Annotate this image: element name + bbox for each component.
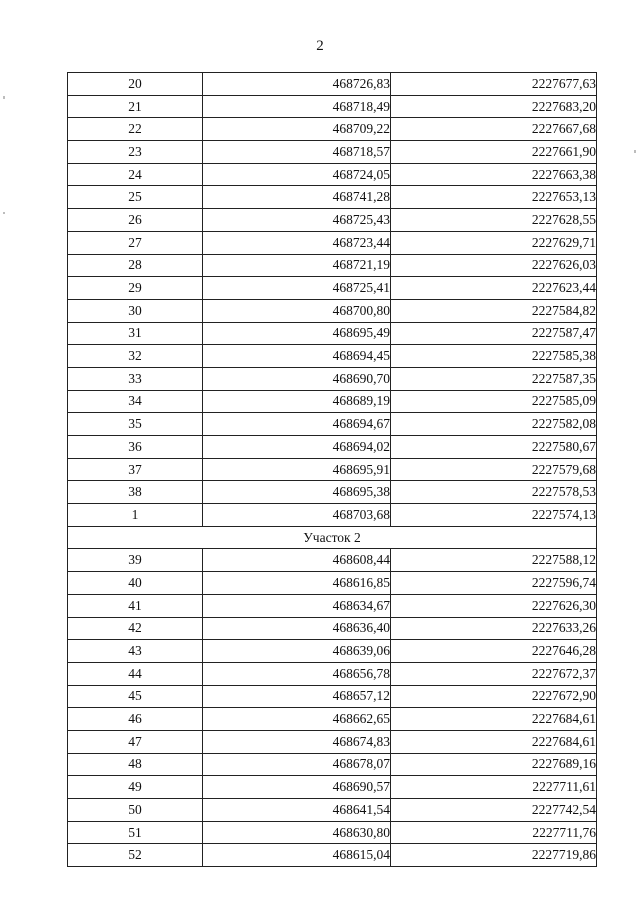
section-header-row — [68, 526, 597, 549]
table-row — [68, 844, 597, 867]
point-number-cell: 31 — [68, 322, 203, 345]
table-row — [68, 821, 597, 844]
point-number-cell: 46 — [68, 708, 203, 731]
point-number-cell: 30 — [68, 299, 203, 322]
x-coordinate-cell: 468636,40 — [203, 617, 391, 640]
x-coordinate-cell: 468662,65 — [203, 708, 391, 731]
point-number-cell: 29 — [68, 277, 203, 300]
x-coordinate-cell: 468718,49 — [203, 95, 391, 118]
table-row — [68, 413, 597, 436]
point-number-cell: 28 — [68, 254, 203, 277]
y-coordinate-cell: 2227587,47 — [391, 322, 597, 345]
x-coordinate-cell: 468695,49 — [203, 322, 391, 345]
table-row — [68, 73, 597, 96]
y-coordinate-cell: 2227661,90 — [391, 141, 597, 164]
table-row — [68, 390, 597, 413]
y-coordinate-cell: 2227626,03 — [391, 254, 597, 277]
point-number-cell: 42 — [68, 617, 203, 640]
table-row — [68, 730, 597, 753]
y-coordinate-cell: 2227672,90 — [391, 685, 597, 708]
point-number-cell: 47 — [68, 730, 203, 753]
table-row — [68, 617, 597, 640]
x-coordinate-cell: 468641,54 — [203, 799, 391, 822]
table-row — [68, 277, 597, 300]
y-coordinate-cell: 2227582,08 — [391, 413, 597, 436]
point-number-cell: 52 — [68, 844, 203, 867]
x-coordinate-cell: 468695,91 — [203, 458, 391, 481]
x-coordinate-cell: 468657,12 — [203, 685, 391, 708]
point-number-cell: 26 — [68, 209, 203, 232]
table-row — [68, 662, 597, 685]
x-coordinate-cell: 468690,57 — [203, 776, 391, 799]
y-coordinate-cell: 2227653,13 — [391, 186, 597, 209]
point-number-cell: 33 — [68, 367, 203, 390]
y-coordinate-cell: 2227677,63 — [391, 73, 597, 96]
point-number-cell: 1 — [68, 504, 203, 527]
y-coordinate-cell: 2227719,86 — [391, 844, 597, 867]
y-coordinate-cell: 2227672,37 — [391, 662, 597, 685]
y-coordinate-cell: 2227628,55 — [391, 209, 597, 232]
table-row — [68, 640, 597, 663]
scan-edge-mark — [634, 150, 636, 153]
x-coordinate-cell: 468689,19 — [203, 390, 391, 413]
y-coordinate-cell: 2227626,30 — [391, 594, 597, 617]
table-row — [68, 186, 597, 209]
table-row — [68, 753, 597, 776]
x-coordinate-cell: 468694,02 — [203, 436, 391, 459]
y-coordinate-cell: 2227711,76 — [391, 821, 597, 844]
y-coordinate-cell: 2227742,54 — [391, 799, 597, 822]
table-row — [68, 345, 597, 368]
y-coordinate-cell: 2227578,53 — [391, 481, 597, 504]
point-number-cell: 24 — [68, 163, 203, 186]
point-number-cell: 36 — [68, 436, 203, 459]
x-coordinate-cell: 468630,80 — [203, 821, 391, 844]
x-coordinate-cell: 468674,83 — [203, 730, 391, 753]
table-row — [68, 458, 597, 481]
point-number-cell: 43 — [68, 640, 203, 663]
y-coordinate-cell: 2227629,71 — [391, 231, 597, 254]
coordinates-table-body — [68, 73, 597, 867]
y-coordinate-cell: 2227623,44 — [391, 277, 597, 300]
table-row — [68, 322, 597, 345]
table-row — [68, 436, 597, 459]
table-row — [68, 367, 597, 390]
table-row — [68, 685, 597, 708]
y-coordinate-cell: 2227584,82 — [391, 299, 597, 322]
x-coordinate-cell: 468608,44 — [203, 549, 391, 572]
point-number-cell: 23 — [68, 141, 203, 164]
x-coordinate-cell: 468721,19 — [203, 254, 391, 277]
point-number-cell: 25 — [68, 186, 203, 209]
page-number: 2 — [316, 38, 324, 54]
point-number-cell: 32 — [68, 345, 203, 368]
y-coordinate-cell: 2227587,35 — [391, 367, 597, 390]
table-row — [68, 231, 597, 254]
table-row — [68, 118, 597, 141]
table-row — [68, 299, 597, 322]
y-coordinate-cell: 2227683,20 — [391, 95, 597, 118]
point-number-cell: 39 — [68, 549, 203, 572]
table-row — [68, 504, 597, 527]
scan-edge-mark — [3, 96, 5, 99]
point-number-cell: 44 — [68, 662, 203, 685]
y-coordinate-cell: 2227585,09 — [391, 390, 597, 413]
point-number-cell: 41 — [68, 594, 203, 617]
y-coordinate-cell: 2227580,67 — [391, 436, 597, 459]
x-coordinate-cell: 468723,44 — [203, 231, 391, 254]
x-coordinate-cell: 468726,83 — [203, 73, 391, 96]
point-number-cell: 40 — [68, 572, 203, 595]
x-coordinate-cell: 468709,22 — [203, 118, 391, 141]
table-row — [68, 163, 597, 186]
x-coordinate-cell: 468639,06 — [203, 640, 391, 663]
y-coordinate-cell: 2227585,38 — [391, 345, 597, 368]
x-coordinate-cell: 468690,70 — [203, 367, 391, 390]
x-coordinate-cell: 468694,67 — [203, 413, 391, 436]
table-row — [68, 708, 597, 731]
point-number-cell: 20 — [68, 73, 203, 96]
y-coordinate-cell: 2227684,61 — [391, 708, 597, 731]
y-coordinate-cell: 2227579,68 — [391, 458, 597, 481]
table-row — [68, 549, 597, 572]
point-number-cell: 50 — [68, 799, 203, 822]
x-coordinate-cell: 468678,07 — [203, 753, 391, 776]
x-coordinate-cell: 468700,80 — [203, 299, 391, 322]
table-row — [68, 141, 597, 164]
table-row — [68, 594, 597, 617]
x-coordinate-cell: 468656,78 — [203, 662, 391, 685]
point-number-cell: 48 — [68, 753, 203, 776]
table-row — [68, 95, 597, 118]
x-coordinate-cell: 468741,28 — [203, 186, 391, 209]
point-number-cell: 34 — [68, 390, 203, 413]
x-coordinate-cell: 468725,43 — [203, 209, 391, 232]
y-coordinate-cell: 2227588,12 — [391, 549, 597, 572]
y-coordinate-cell: 2227663,38 — [391, 163, 597, 186]
section-2-title: Участок 2 — [68, 526, 597, 549]
x-coordinate-cell: 468718,57 — [203, 141, 391, 164]
y-coordinate-cell: 2227684,61 — [391, 730, 597, 753]
y-coordinate-cell: 2227574,13 — [391, 504, 597, 527]
x-coordinate-cell: 468615,04 — [203, 844, 391, 867]
point-number-cell: 21 — [68, 95, 203, 118]
table-row — [68, 776, 597, 799]
x-coordinate-cell: 468694,45 — [203, 345, 391, 368]
point-number-cell: 35 — [68, 413, 203, 436]
point-number-cell: 22 — [68, 118, 203, 141]
y-coordinate-cell: 2227711,61 — [391, 776, 597, 799]
table-row — [68, 254, 597, 277]
table-row — [68, 572, 597, 595]
y-coordinate-cell: 2227646,28 — [391, 640, 597, 663]
x-coordinate-cell: 468703,68 — [203, 504, 391, 527]
y-coordinate-cell: 2227633,26 — [391, 617, 597, 640]
point-number-cell: 37 — [68, 458, 203, 481]
x-coordinate-cell: 468724,05 — [203, 163, 391, 186]
y-coordinate-cell: 2227689,16 — [391, 753, 597, 776]
x-coordinate-cell: 468616,85 — [203, 572, 391, 595]
table-row — [68, 481, 597, 504]
point-number-cell: 49 — [68, 776, 203, 799]
point-number-cell: 45 — [68, 685, 203, 708]
coordinates-table — [67, 72, 597, 867]
table-row — [68, 209, 597, 232]
y-coordinate-cell: 2227667,68 — [391, 118, 597, 141]
point-number-cell: 38 — [68, 481, 203, 504]
x-coordinate-cell: 468725,41 — [203, 277, 391, 300]
x-coordinate-cell: 468634,67 — [203, 594, 391, 617]
point-number-cell: 27 — [68, 231, 203, 254]
point-number-cell: 51 — [68, 821, 203, 844]
scan-edge-mark — [3, 212, 5, 214]
table-row — [68, 799, 597, 822]
y-coordinate-cell: 2227596,74 — [391, 572, 597, 595]
x-coordinate-cell: 468695,38 — [203, 481, 391, 504]
